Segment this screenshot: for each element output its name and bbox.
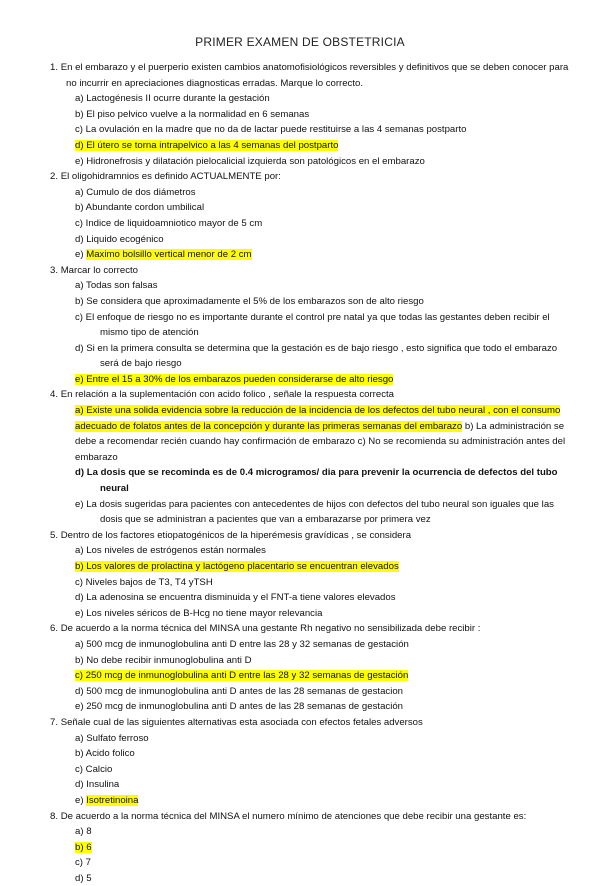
option-e: e) 250 mcg de inmunoglobulina anti D antes de las 28 semanas de gestación (50, 699, 570, 715)
option-b: b) Se considera que aproximadamente el 5% de los embarazos son de alto riesgo (50, 294, 570, 310)
option-c: c) El enfoque de riesgo no es importante durante el control pre natal ya que todas las gestantes deben recibir el mismo tipo de atención (50, 310, 570, 341)
question-text: 1. En el embarazo y el puerperio existen cambios anatomofisiológicos reversibles y definitivos que se deben conocer para no incurrir en apreciaciones diagnosticas erradas. Marque lo correcto. (50, 60, 570, 91)
question-text: 5. Dentro de los factores etiopatogénicos de la hiperémesis gravídicas , se considera (50, 528, 570, 544)
option-e-answer: e) Entre el 15 a 30% de los embarazos pueden considerarse de alto riesgo (50, 372, 570, 388)
option-d: d) 5 (50, 871, 570, 886)
option-b: b) El piso pelvico vuelve a la normalidad en 6 semanas (50, 107, 570, 123)
page-title: PRIMER EXAMEN DE OBSTETRICIA (0, 35, 600, 49)
option-e-answer: e) Isotretinoina (50, 793, 570, 809)
option-a: a) 8 (50, 824, 570, 840)
option-a: a) 500 mcg de inmunoglobulina anti D entre las 28 y 32 semanas de gestación (50, 637, 570, 653)
option-d: d) La adenosina se encuentra disminuida y el FNT-a tiene valores elevados (50, 590, 570, 606)
option-a: a) Todas son falsas (50, 278, 570, 294)
option-a: a) Lactogénesis II ocurre durante la gestación (50, 91, 570, 107)
option-b: b) Abundante cordon umbilical (50, 200, 570, 216)
option-b: b) No debe recibir inmunoglobulina anti D (50, 653, 570, 669)
question-8 (50, 809, 570, 886)
question-list (50, 60, 570, 886)
option-b-answer: b) 6 (50, 840, 570, 856)
option-c: c) La ovulación en la madre que no da de lactar puede restituirse a las 4 semanas postparto (50, 122, 570, 138)
question-6 (50, 621, 570, 715)
option-c: c) Niveles bajos de T3, T4 yTSH (50, 575, 570, 591)
option-e: e) La dosis sugeridas para pacientes con antecedentes de hijos con defectos del tubo neural son iguales que las dosis que se administran a pacientes que van a embarazarse por primera vez (50, 497, 570, 528)
question-3 (50, 263, 570, 388)
options-a-b-c-paragraph (50, 403, 570, 465)
option-c: c) Indice de liquidoamniotico mayor de 5 cm (50, 216, 570, 232)
question-text: 7. Señale cual de las siguientes alternativas esta asociada con efectos fetales adversos (50, 715, 570, 731)
question-text: 6. De acuerdo a la norma técnica del MINSA una gestante Rh negativo no sensibilizada debe recibir : (50, 621, 570, 637)
option-d-answer: d) El útero se torna intrapelvico a las 4 semanas del postparto (50, 138, 570, 154)
option-d: d) Si en la primera consulta se determina que la gestación es de bajo riesgo , esto significa que todo el embarazo será de bajo riesgo (50, 341, 570, 372)
question-1 (50, 60, 570, 169)
question-5 (50, 528, 570, 622)
option-c: c) 7 (50, 855, 570, 871)
question-text: 2. El oligohidramnios es definido ACTUALMENTE por: (50, 169, 570, 185)
option-a: a) Cumulo de dos diámetros (50, 185, 570, 201)
question-2 (50, 169, 570, 263)
option-b-answer: b) Los valores de prolactina y lactógeno placentario se encuentran elevados (50, 559, 570, 575)
question-text: 8. De acuerdo a la norma técnica del MINSA el numero mínimo de atenciones que debe recibir una gestante es: (50, 809, 570, 825)
option-d: d) Insulina (50, 777, 570, 793)
option-c: c) Calcio (50, 762, 570, 778)
option-d: d) La dosis que se recominda es de 0.4 microgramos/ dia para prevenir la ocurrencia de defectos del tubo neural (50, 465, 570, 496)
option-b: b) Acido folico (50, 746, 570, 762)
question-7 (50, 715, 570, 809)
option-c-answer: c) 250 mcg de inmunoglobulina anti D entre las 28 y 32 semanas de gestación (50, 668, 570, 684)
question-text: 4. En relación a la suplementación con acido folico , señale la respuesta correcta (50, 387, 570, 403)
option-d: d) 500 mcg de inmunoglobulina anti D antes de las 28 semanas de gestacion (50, 684, 570, 700)
question-text: 3. Marcar lo correcto (50, 263, 570, 279)
option-a: a) Los niveles de estrógenos están normales (50, 543, 570, 559)
option-d: d) Liquido ecogénico (50, 232, 570, 248)
option-e: e) Hidronefrosis y dilatación pielocalicial izquierda son patológicos en el embarazo (50, 154, 570, 170)
question-4 (50, 387, 570, 527)
option-e-answer: e) Maximo bolsillo vertical menor de 2 cm (50, 247, 570, 263)
option-e: e) Los niveles séricos de B-Hcg no tiene mayor relevancia (50, 606, 570, 622)
options-b-c: b) La administración se debe a recomendar recién cuando hay confirmación de embarazo c) No se recomienda su administración antes del embarazo (75, 421, 565, 463)
option-a-answer: a) Existe una solida evidencia sobre la reducción de la incidencia de los defectos del tubo neural , con el consumo adecuado de folatos antes de la concepción y durante las primeras semanas del embarazo (75, 405, 560, 432)
option-a: a) Sulfato ferroso (50, 731, 570, 747)
